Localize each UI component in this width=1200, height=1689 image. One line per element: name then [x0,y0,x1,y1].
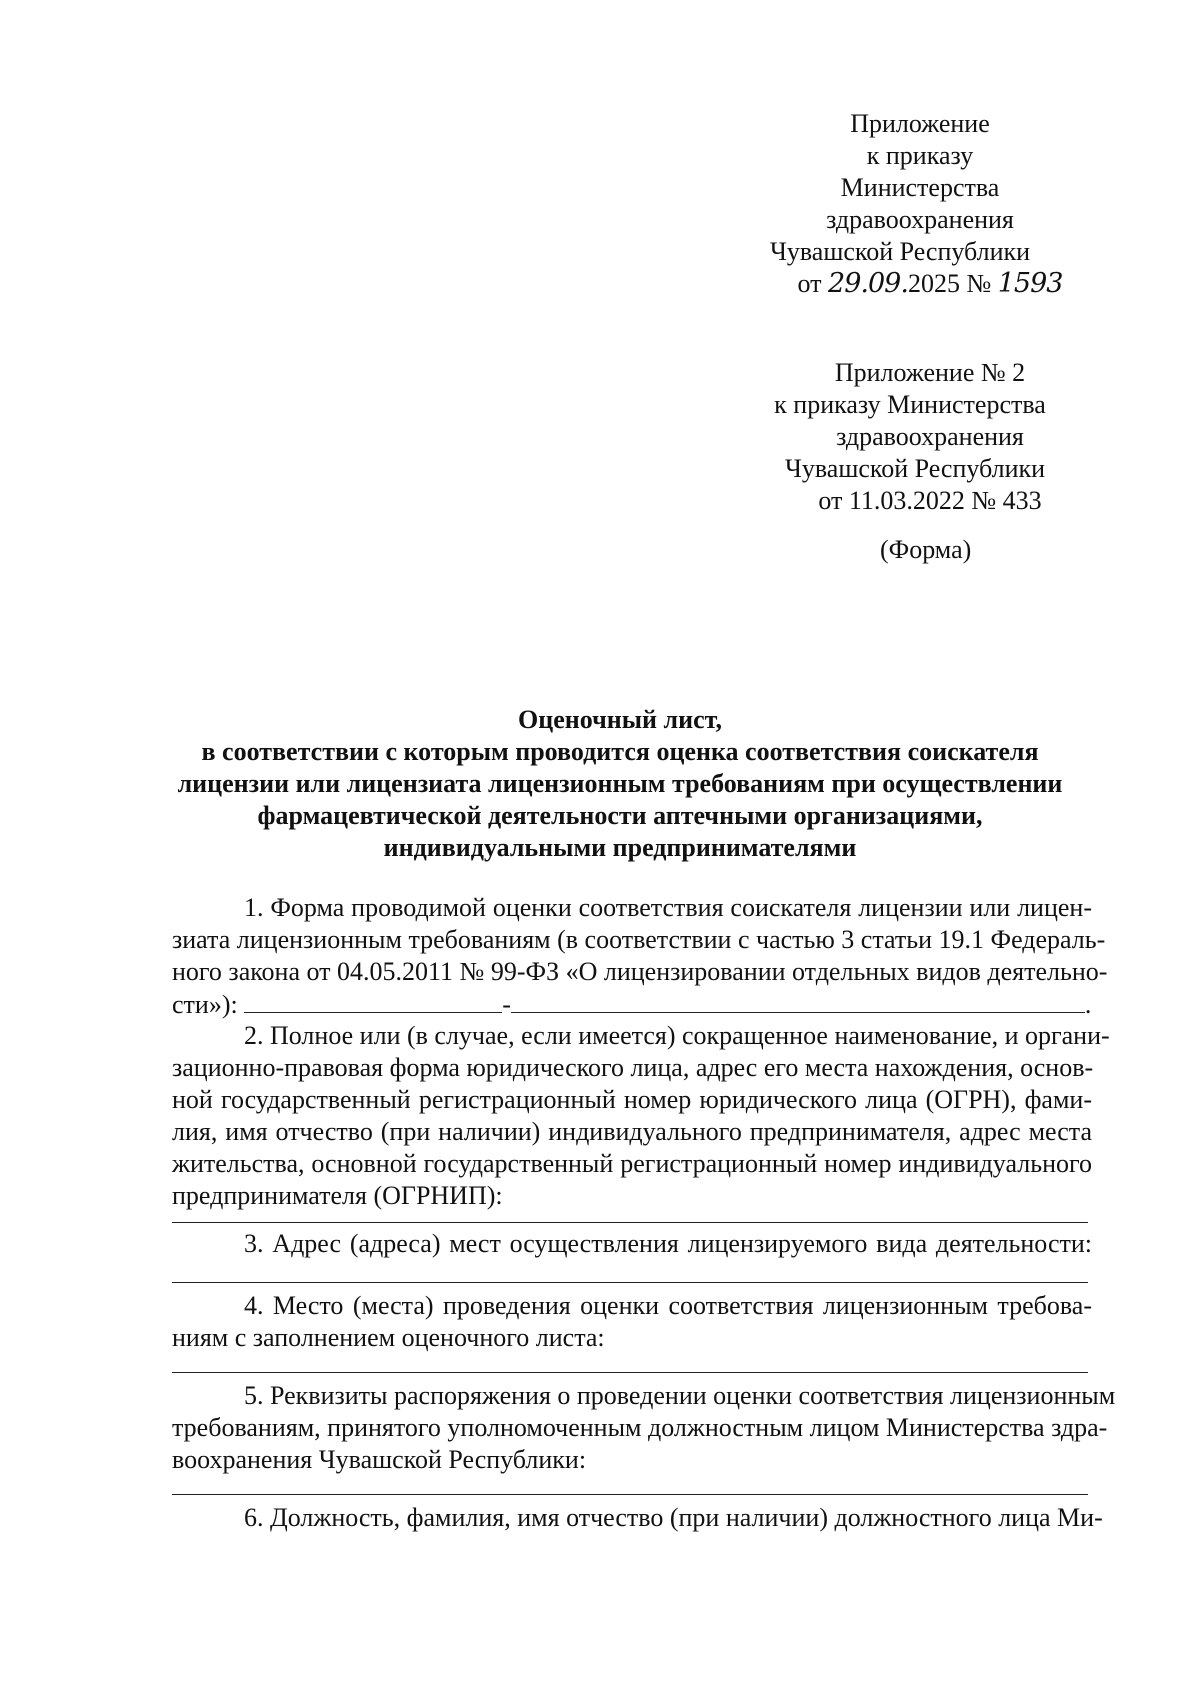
title-line: в соответствии с которым проводится оценка соответствия соискателя [201,737,1039,766]
item-2 [172,1020,1110,1212]
item-4-line: 4. Место (места) проведения оценки соответствия лицензионным требова- [244,1291,1092,1320]
annex-2-line: к приказу Министерства [774,390,1046,419]
item-6-line: 6. Должность, фамилия, имя отчество (при наличии) должностного лица Ми- [244,1503,1103,1532]
annex-order-line: здравоохранения [826,205,1014,234]
item-2-line: жительства, основной государственный регистрационный номер индивидуального [172,1149,1092,1178]
item-2-line: зационно-правовая форма юридического лица, адрес его места нахождения, основ- [172,1053,1094,1082]
handwritten-date: 29.09. [828,268,908,299]
item-1-tail: сти»): [172,990,238,1019]
item-2-line: ной государственный регистрационный номер юридического лица (ОГРН), фами- [172,1085,1092,1114]
annex-order-line: Министерства [840,173,1000,202]
title-line: лицензии или лицензиата лицензионным требованиям при осуществлении [177,769,1063,798]
item-5-answer-line[interactable] [172,1494,1088,1495]
form-type-detail-blank[interactable] [511,988,1085,1013]
date-prefix: от [797,269,822,298]
item-1 [172,892,1108,1021]
form-type-blank[interactable] [244,988,502,1013]
annex-2-line: от 11.03.2022 № 433 [818,486,1042,515]
handwritten-number: 1593 [997,268,1063,299]
item-1-form-field [172,988,1092,1021]
annex-order-date [780,268,1080,300]
annex-2-line: Чувашской Республики [784,454,1046,483]
form-label: (Форма) [880,535,972,564]
title-line: фармацевтической деятельности аптечными организациями, [257,801,983,830]
item-4 [172,1290,1092,1354]
item-6 [172,1502,1103,1534]
annex-order-line: Приложение [850,109,990,138]
item-2-line: лия, имя отчество (при наличии) индивидуального предпринимателя, адрес места [172,1117,1092,1146]
annex-2-line: здравоохранения [836,422,1024,451]
annex-order-line: Чувашской Республики [769,237,1031,266]
item-1-line: 1. Форма проводимой оценки соответствия соискателя лицензии или лицен- [244,893,1092,922]
date-year: 2025 № [907,269,992,298]
item-4-answer-line[interactable] [172,1372,1088,1373]
item-1-line: ного закона от 04.05.2011 № 99-ФЗ «О лицензировании отдельных видов деятельно- [172,957,1108,986]
item-3 [172,1228,1092,1260]
annex-order-line: к приказу [866,141,974,170]
annex-2-header [770,357,1090,517]
item-5-line: 5. Реквизиты распоряжения о проведении оценки соответствия лицензионным [244,1381,1116,1410]
item-5-line: требованиям, принятого уполномоченным должностным лицом Министерства здра- [172,1413,1108,1442]
item-5-line: воохранения Чувашской Республики: [172,1445,587,1474]
item-3-answer-line[interactable] [172,1282,1088,1283]
item-5 [172,1380,1116,1476]
item-1-end: . [1084,990,1092,1019]
item-1-line: зиата лицензионным требованиям (в соответствии с частью 3 статьи 19.1 Федераль- [172,925,1106,954]
item-3-line: 3. Адрес (адреса) мест осуществления лицензируемого вида деятельности: [244,1229,1092,1258]
title-line: Оценочный лист, [518,705,722,734]
annex-2-line: Приложение № 2 [834,358,1026,387]
annex-order-header [760,108,1080,300]
item-1-dash: - [502,990,511,1019]
item-2-line: 2. Полное или (в случае, если имеется) сокращенное наименование, и органи- [244,1021,1110,1050]
document-title [120,704,1120,864]
item-2-answer-line[interactable] [172,1222,1088,1223]
item-2-line: предпринимателя (ОГРНИП): [172,1181,503,1210]
title-line: индивидуальными предпринимателями [383,833,857,862]
item-4-line: ниям с заполнением оценочного листа: [172,1323,605,1352]
